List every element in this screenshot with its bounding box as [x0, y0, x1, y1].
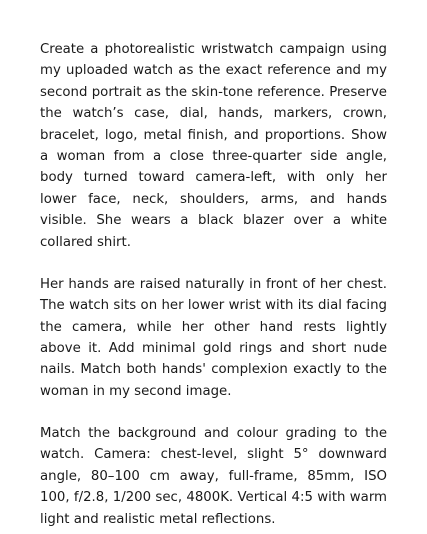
paragraph-1: Create a photorealistic wristwatch campaign using my uploaded watch as the exact reference and my second portrait as the skin-tone reference. Preserve the watch’s case, dial, hands, markers, crown, bracelet, logo, metal finish, and proportions. Show a woman from a close three-quarter side angle, body turned toward camera-left, with only her lower face, neck, shoulders, arms, and hands visible. She wears a black blazer over a white collared shirt.: [40, 42, 387, 250]
paragraph-2: Her hands are raised naturally in front of her chest. The watch sits on her lower wrist with its dial facing the camera, while her other hand rests lightly above it. Add minimal gold rings and short nude nails. Match both hands' complexion exactly to the woman in my second image.: [40, 276, 387, 399]
paragraph-3: Match the background and colour grading to the watch. Camera: chest-level, slight 5° downward angle, 80–100 cm away, full-frame, 85mm, ISO 100, f/2.8, 1/200 sec, 4800K. Vertical 4:5 with warm light and realistic metal reflections.: [40, 425, 387, 527]
document-body: [40, 39, 387, 530]
